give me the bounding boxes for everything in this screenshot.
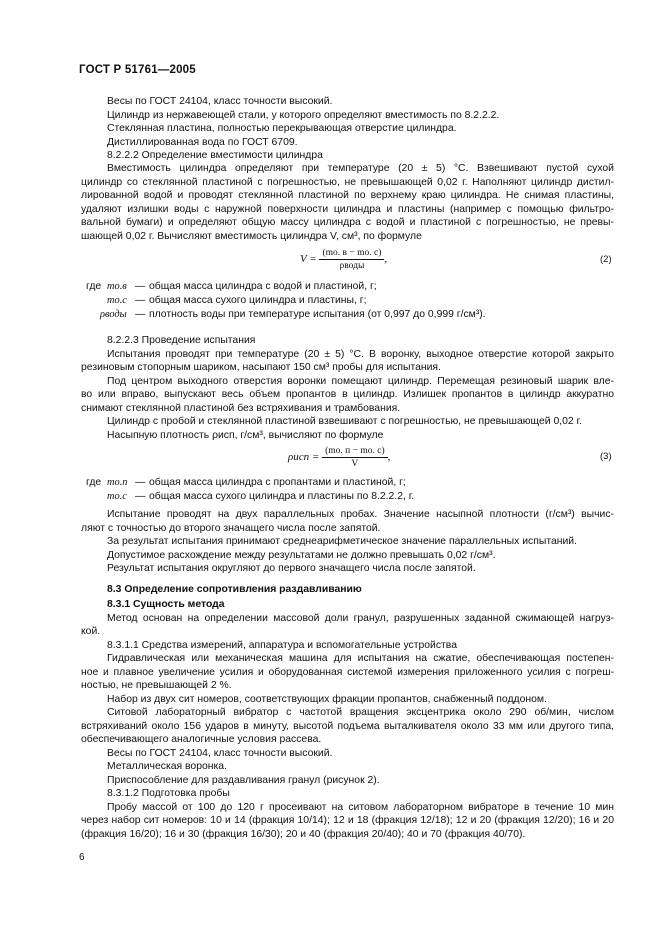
- page-number: 6: [79, 852, 85, 863]
- text-line: лированной водой и проводят стеклянной пластиной по верхнему краю цилиндра. Не снимая пластины,: [81, 190, 614, 201]
- text-line: обеспечивающего аналогичные условия рассева.: [81, 734, 322, 745]
- text-line: Металлическая воронка.: [107, 761, 227, 772]
- text-line: Весы по ГОСТ 24104, класс точности высокий.: [107, 96, 333, 107]
- where-dash: —: [135, 477, 146, 488]
- text-line: Весы по ГОСТ 24104, класс точности высокий.: [107, 748, 333, 759]
- section-heading: 8.3 Определение сопротивления раздавливанию: [107, 584, 362, 595]
- text-line: За результат испытания принимают среднеарифметическое значение параллельных испытаний.: [107, 536, 577, 547]
- where-label: где: [86, 477, 102, 488]
- where-dash: —: [135, 281, 146, 292]
- text-line: Цилиндр из нержавеющей стали, у которого определяют вместимость по 8.2.2.2.: [107, 110, 500, 121]
- text-line: Под центром выходного отверстия воронки помещают цилиндр. Перемещая резиновый шарик вле-: [107, 376, 614, 387]
- text-line: вальной бумаги) и определяют общую массу цилиндра с водой и пластиной с погрешностью, не превы-: [81, 217, 614, 228]
- text-line: резиновым стопорным шариком, насыпают 150 см³ пробы для испытания.: [81, 362, 441, 373]
- document-header: ГОСТ Р 51761—2005: [79, 64, 196, 76]
- where-label: где: [86, 281, 102, 292]
- text-line: встряхиваний около 156 ударов в минуту, высотой подъема выталкивателя около 33 мм или другого типа,: [81, 721, 614, 732]
- text-line: ное и плавное увеличение усилия и оборудованная системой измерения приложенного усилия с погреш-: [81, 667, 614, 678]
- where-symbol: mо.с: [107, 295, 127, 306]
- where-text: общая масса цилиндра с водой и пластиной, г;: [149, 281, 377, 292]
- text-line: ляют с точностью до второго значащего числа после запятой.: [81, 523, 381, 534]
- where-dash: —: [135, 491, 146, 502]
- text-line: Метод основан на определении массовой доли гранул, разрушенных заданной сжимающей нагруз-: [107, 613, 614, 624]
- formula-fraction: [322, 446, 388, 469]
- formula-lhs: ρисп =: [288, 451, 320, 464]
- text-line: ностью, не превышающей 2 %.: [81, 680, 232, 691]
- text-line: через набор сит номеров: 10 и 14 (фракция 10/14); 12 и 18 (фракция 12/18); 12 и 20 (фракция 12/20); 16 и 20: [81, 815, 614, 826]
- text-line: Допустимое расхождение между результатами не должно превышать 0,02 г/см³.: [107, 550, 496, 561]
- where-text: общая масса сухого цилиндра и пластины по 8.2.2.2, г.: [149, 491, 415, 502]
- where-symbol: mо.п: [107, 477, 128, 488]
- text-line: Гидравлическая или механическая машина для испытания на сжатие, обеспечивающая постепен-: [107, 653, 614, 664]
- equation-number: (2): [600, 254, 612, 265]
- text-line: цилиндр со стеклянной пластиной с погрешностью, не превышающей 0,02 г. Наполняют цилиндр дистил-: [81, 177, 614, 188]
- where-text: общая масса сухого цилиндра и пластины, г;: [149, 295, 367, 306]
- formula-3: [288, 446, 390, 469]
- text-line: снимают стеклянной пластиной без встряхивания и трамбования.: [81, 403, 401, 414]
- text-line: Набор из двух сит номеров, соответствующих фракции пропантов, снабженный поддоном.: [107, 694, 547, 705]
- text-line: Стеклянная пластина, полностью перекрывающая отверстие цилиндра.: [107, 123, 457, 134]
- text-line: кой.: [81, 626, 101, 637]
- text-line: Приспособление для раздавливания гранул (рисунок 2).: [107, 775, 380, 786]
- equation-number: (3): [600, 451, 612, 462]
- subsection-heading: 8.3.1 Сущность метода: [107, 599, 225, 610]
- formula-fraction: [319, 248, 384, 271]
- text-line: (фракция 16/20); 16 и 30 (фракция 16/30); 20 и 40 (фракция 20/40); 40 и 70 (фракция 40/70).: [81, 829, 526, 840]
- formula-numerator: (mо. п − mо. с): [322, 446, 388, 458]
- formula-lhs: V =: [300, 253, 317, 266]
- where-symbol: mо.с: [107, 491, 127, 502]
- subsection-heading: 8.3.1.2 Подготовка пробы: [107, 788, 230, 799]
- text-line: Пробу массой от 100 до 120 г просеивают на ситовом лабораторном вибраторе в течение 10 мин: [107, 802, 614, 813]
- subsection-heading: 8.3.1.1 Средства измерений, аппаратура и вспомогательные устройства: [107, 640, 457, 651]
- text-line: Цилиндр с пробой и стеклянной пластиной взвешивают с погрешностью, не превышающей 0,02 г.: [107, 416, 582, 427]
- formula-denominator: V: [351, 459, 359, 469]
- subsection-heading: 8.2.2.3 Проведение испытания: [107, 335, 256, 346]
- text-line: Ситовой лабораторный вибратор с частотой вращения эксцентрика около 290 об/мин, числом: [107, 707, 614, 718]
- text-line: Дистиллированная вода по ГОСТ 6709.: [107, 137, 298, 148]
- where-symbol: ρводы: [100, 309, 127, 320]
- text-line: Испытание проводят на двух параллельных пробах. Значение насыпной плотности (г/см³) вычис-: [107, 509, 614, 520]
- formula-tail: ,: [384, 253, 388, 266]
- text-line: во или вправо, выпускают весь объем пропантов в цилиндр. Излишек пропантов в цилиндр аккуратно: [81, 389, 614, 400]
- where-dash: —: [135, 309, 146, 320]
- where-text: плотность воды при температуре испытания (от 0,997 до 0,999 г/см³).: [149, 309, 486, 320]
- text-line: Вместимость цилиндра определяют при температуре (20 ± 5) °С. Взвешивают пустой сухой: [107, 163, 614, 174]
- formula-2: [300, 248, 387, 271]
- where-text: общая масса цилиндра с пропантами и пластиной, г;: [149, 477, 406, 488]
- formula-tail: ,: [387, 451, 391, 464]
- where-symbol: mо.в: [107, 281, 127, 292]
- text-line: шающей 0,02 г. Вычисляют вместимость цилиндра V, см³, по формуле: [81, 231, 422, 242]
- subsection-heading: 8.2.2.2 Определение вместимости цилиндра: [107, 150, 323, 161]
- formula-denominator: ρводы: [339, 261, 365, 271]
- text-line: удаляют излишки воды с наружной поверхности цилиндра и пластины (например с помощью фильтро-: [81, 204, 614, 215]
- where-dash: —: [135, 295, 146, 306]
- text-line: Испытания проводят при температуре (20 ± 5) °С. В воронку, выходное отверстие которой закрыто: [107, 349, 614, 360]
- formula-numerator: (mо. в − mо. с): [319, 248, 384, 260]
- text-line: Результат испытания округляют до первого значащего числа после запятой.: [107, 563, 476, 574]
- text-line: Насыпную плотность ρисп, г/см³, вычисляют по формуле: [107, 430, 384, 441]
